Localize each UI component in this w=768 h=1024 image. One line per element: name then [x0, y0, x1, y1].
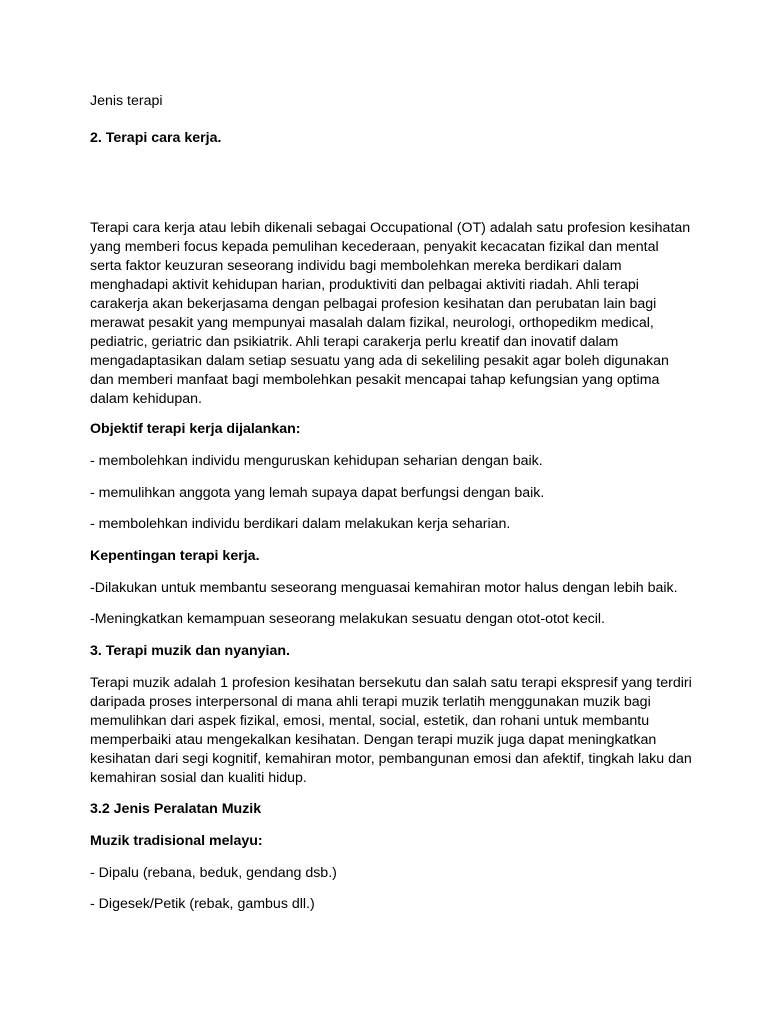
paragraph-line: Terapi muzik adalah 1 profesion kesihatan bersekutu dan salah satu terapi ekspresif yang terdiri [90, 675, 692, 691]
paragraph-line: menghadapi aktivit kehidupan harian, produktiviti dan pelbagai aktiviti riadah. Ahli terapi [90, 277, 639, 293]
paragraph-line: memulihkan dari aspek fizikal, emosi, mental, social, estetik, dan rohani untuk membantu [90, 713, 650, 729]
paragraph-line: kemahiran sosial dan kualiti hidup. [90, 770, 307, 786]
tradisional-heading: Muzik tradisional melayu: [90, 833, 263, 849]
paragraph-line: daripada proses interpersonal di mana ahli terapi muzik terlatih menggunakan muzik bagi [90, 694, 651, 710]
paragraph-line: carakerja akan bekerjasama dengan pelbagai profesion kesihatan dan perubatan lain bagi [90, 296, 657, 312]
list-item: -Dilakukan untuk membantu seseorang menguasai kemahiran motor halus dengan lebih baik. [90, 580, 678, 596]
section-heading-peralatan-muzik: 3.2 Jenis Peralatan Muzik [90, 801, 262, 817]
paragraph-line: merawat pesakit yang mempunyai masalah dalam fizikal, neurologi, orthopedikm medical, [90, 315, 654, 331]
paragraph-line: dalam kehidupan. [90, 391, 203, 407]
paragraph-line: dan memberi manfaat bagi membolehkan pesakit mencapai tahap kefungsian yang optima [90, 372, 660, 388]
paragraph-line: serta faktor keuzuran seseorang individu bagi membolehkan mereka berdikari dalam [90, 258, 622, 274]
objektif-heading: Objektif terapi kerja dijalankan: [90, 421, 301, 437]
doc-title: Jenis terapi [90, 93, 163, 109]
paragraph-line: yang memberi focus kepada pemulihan kecederaan, penyakit kecacatan fizikal dan mental [90, 239, 659, 255]
kepentingan-heading: Kepentingan terapi kerja. [90, 548, 260, 564]
ot-paragraph [90, 219, 690, 409]
paragraph-line: Terapi cara kerja atau lebih dikenali sebagai Occupational (OT) adalah satu profesion kesihatan [90, 220, 691, 236]
list-item: - membolehkan individu menguruskan kehidupan seharian dengan baik. [90, 453, 543, 469]
muzik-paragraph [90, 674, 690, 788]
section-heading-terapi-muzik: 3. Terapi muzik dan nyanyian. [90, 643, 290, 659]
paragraph-line: kesihatan dari segi kognitif, kemahiran motor, pembangunan emosi dan afektif, tingkah laku dan [90, 751, 692, 767]
paragraph-line: pediatric, geriatric dan psikiatrik. Ahli terapi carakerja perlu kreatif dan inovatif dalam [90, 334, 619, 350]
list-item: - membolehkan individu berdikari dalam melakukan kerja seharian. [90, 516, 511, 532]
paragraph-line: mengadaptasikan dalam setiap sesuatu yang ada di sekeliling pesakit agar boleh digunakan [90, 353, 669, 369]
section-heading-terapi-cara-kerja: 2. Terapi cara kerja. [90, 130, 222, 146]
list-item: - Dipalu (rebana, beduk, gendang dsb.) [90, 865, 337, 881]
list-item: - Digesek/Petik (rebak, gambus dll.) [90, 896, 315, 912]
list-item: -Meningkatkan kemampuan seseorang melakukan sesuatu dengan otot-otot kecil. [90, 611, 605, 627]
paragraph-line: memperbaiki atau mengekalkan kesihatan. Dengan terapi muzik juga dapat meningkatkan [90, 732, 657, 748]
list-item: - memulihkan anggota yang lemah supaya dapat berfungsi dengan baik. [90, 485, 545, 501]
